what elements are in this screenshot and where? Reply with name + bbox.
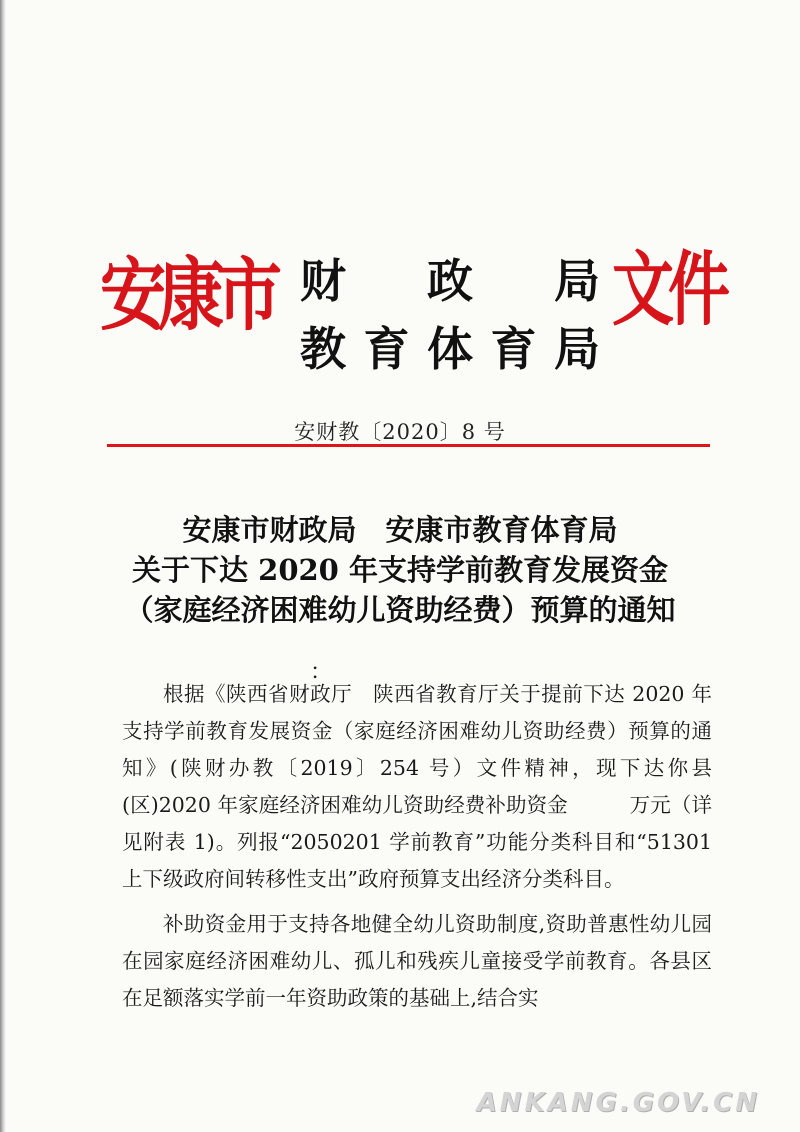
department-line-education: [300, 318, 600, 374]
site-watermark: ANKANG.GOV.CN: [476, 1088, 760, 1118]
recipient-line: ：: [310, 660, 333, 685]
dept-char: 育: [363, 322, 410, 376]
title-line: （家庭经济困难幼儿资助经费）预算的通知: [124, 593, 676, 627]
title-line: 安康市财政局 安康市教育体育局: [182, 513, 618, 547]
body-paragraph: 根据《陕西省财政厅 陕西省教育厅关于提前下达 2020 年支持学前教育发展资金（家庭经济困难幼儿资助经费）预算的通知》(陕财办教〔2019〕254 号）文件精神，现下达你县(区)2020 年家庭经济困难幼儿资助经费补助资金 万元（详见附表 1)。列报“2050201 学前教育”功能分类科目和“51301 上下级政府间转移性支出”政府预算支出经济分类科目。: [122, 682, 712, 891]
dept-char: 政: [427, 254, 473, 308]
issuer-left-title: 安康市: [100, 249, 274, 342]
dept-char: 育: [490, 322, 537, 376]
dept-char: 局: [554, 322, 600, 376]
department-line-finance: [300, 250, 600, 306]
red-divider-line: [107, 444, 710, 447]
title-line: 关于下达 2020 年支持学前教育发展资金: [132, 553, 668, 587]
dept-char: 财: [300, 254, 346, 308]
dept-char: 局: [554, 254, 600, 308]
dept-char: 教: [300, 322, 346, 376]
dept-char: 体: [427, 322, 473, 376]
body-paragraph: 补助资金用于支持各地健全幼儿资助制度,资助普惠性幼儿园在园家庭经济困难幼儿、孤儿和残疾儿童接受学前教育。各县区在足额落实学前一年资助政策的基础上,结合实: [122, 912, 712, 1010]
document-title: [0, 510, 800, 630]
document-body: [122, 676, 712, 1025]
document-number: 安财教〔2020〕8 号: [294, 420, 506, 444]
issuer-right-title: 文件: [612, 241, 725, 337]
